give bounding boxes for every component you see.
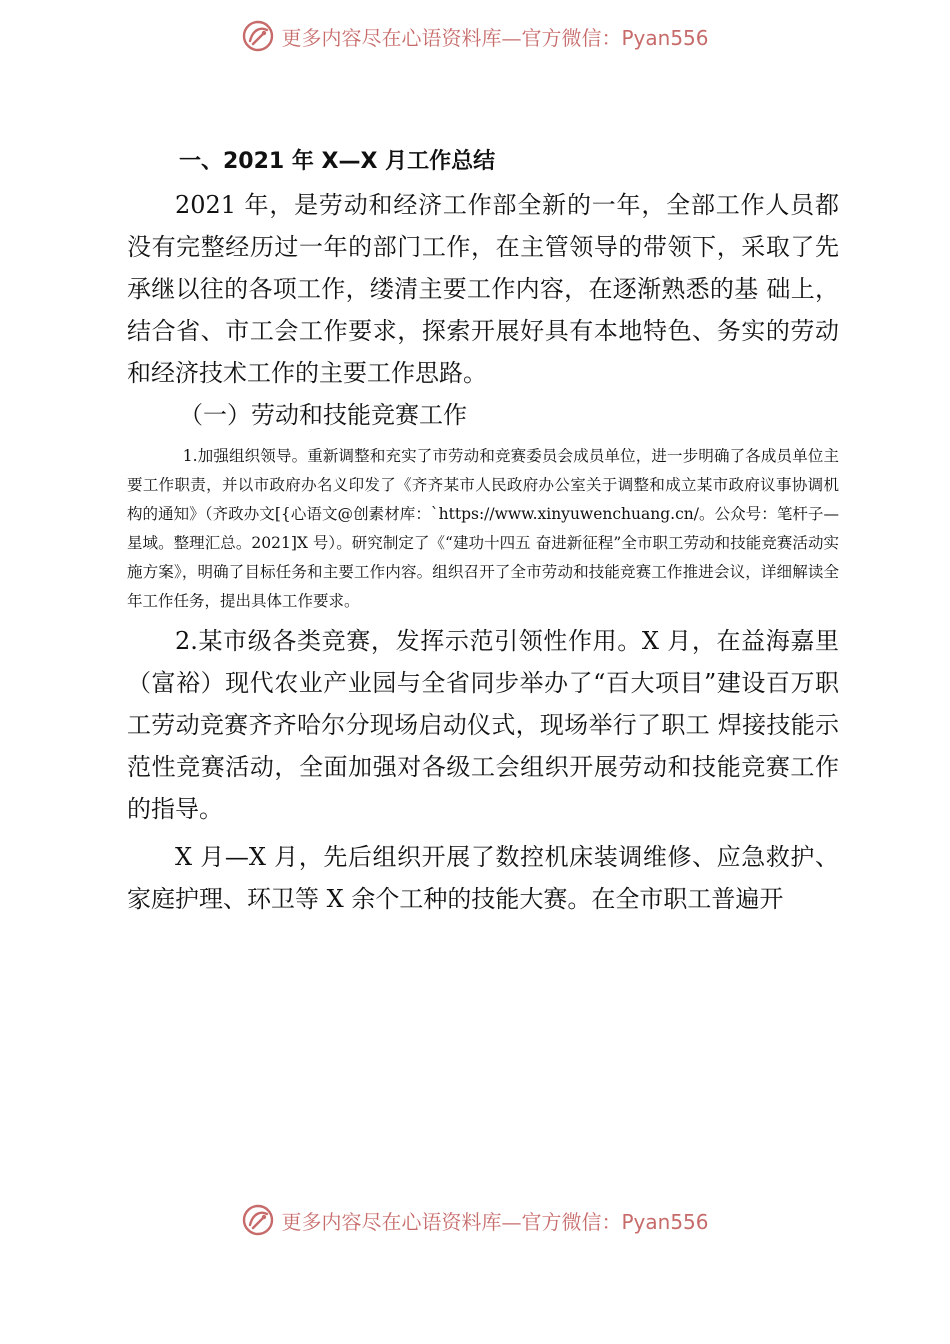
- watermark-text: 更多内容尽在心语资料库—官方微信：Pyan556: [281, 25, 709, 50]
- paragraph-organization: 1.加强组织领导。重新调整和充实了市劳动和竞赛委员会成员单位，进一步明确了各成员单位主要工作职责，并以市政府办名义印发了《齐齐某市人民政府办公室关于调整和成立某市政府议事协调机构的通知》（齐政办文[{心语文@创素材库：`https://www.xinyuwenchuang.cn/。公众号：笔杆子—星域。整理汇总。2021]X 号）。研究制定了《“建功十四五 奋进新征程”全市职工劳动和技能竞赛活动实施方案》，明确了目标任务和主要工作内容。组织召开了全市劳动和技能竞赛工作推进会议，详细解读全年工作任务，提出具体工作要求。: [127, 447, 839, 610]
- section-heading: 一、2021 年 X—X 月工作总结: [179, 149, 496, 174]
- paragraph-competitions: 2.某市级各类竞赛，发挥示范引领性作用。X 月，在益海嘉里（富裕）现代农业产业园与全省同步举办了“百大项目”建设百万职工劳动竞赛齐齐哈尔分现场启动仪式，现场举行了职工 焊接技能示范性竞赛活动，全面加强对各级工会组织开展劳动和技能竞赛工作的指导。: [127, 627, 839, 823]
- paragraph-intro: 2021 年，是劳动和经济工作部全新的一年，全部工作人员都没有完整经历过一年的部门工作，在主管领导的带领下，采取了先承继以往的各项工作，缕清主要工作内容，在逐渐熟悉的基 础上，结合省、市工会工作要求，探索开展好具有本地特色、务实的劳动和经济技术工作的主要工作思路。: [127, 191, 839, 387]
- header-watermark: [0, 16, 950, 56]
- footer-watermark: [0, 1200, 950, 1240]
- subsection-heading: （一）劳动和技能竞赛工作: [179, 401, 467, 429]
- seal-logo-icon: [241, 19, 275, 53]
- document-body: [127, 140, 839, 920]
- seal-logo-icon: [241, 1203, 275, 1237]
- watermark-text: 更多内容尽在心语资料库—官方微信：Pyan556: [281, 1209, 709, 1234]
- paragraph-skills-contests: X 月—X 月，先后组织开展了数控机床装调维修、应急救护、家庭护理、环卫等 X 余个工种的技能大赛。在全市职工普遍开: [127, 843, 839, 913]
